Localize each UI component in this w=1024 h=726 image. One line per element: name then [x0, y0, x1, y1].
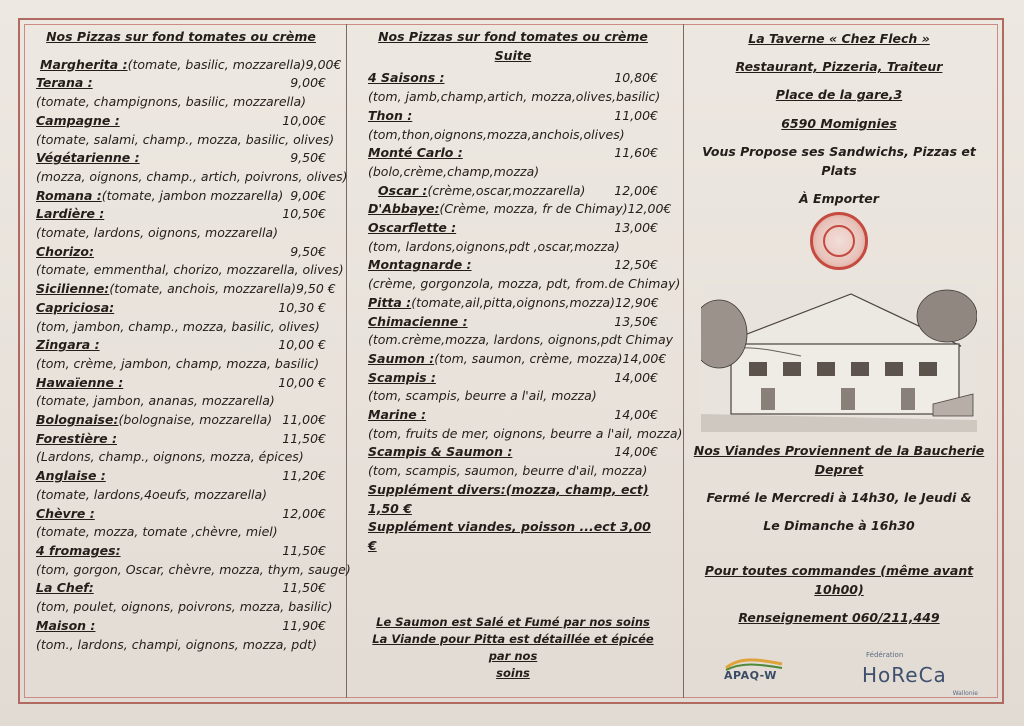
- item-name: 4 Saisons :: [368, 70, 445, 86]
- item-name: Thon :: [368, 107, 413, 123]
- item-price: 11,00€: [614, 107, 658, 123]
- menu-item: [368, 443, 658, 462]
- item-name: 4 fromages:: [36, 542, 121, 558]
- menu-item: [36, 467, 326, 486]
- info-phone: Renseignement 060/211,449: [738, 609, 940, 625]
- item-price: 10,00€: [282, 112, 326, 128]
- item-price: 9,50€: [290, 243, 326, 259]
- item-desc: (tom, crème, jambon, champ, mozza, basilic): [36, 355, 320, 371]
- notes: [368, 614, 658, 682]
- item-price: 13,00€: [614, 220, 658, 236]
- menu-item: [36, 149, 326, 168]
- column-divider-1: [346, 24, 347, 698]
- item-price: 12,00€: [614, 182, 658, 198]
- menu-item: [36, 617, 326, 636]
- item-price: 11,50€: [282, 542, 326, 558]
- item-desc: (tomate, mozza, tomate ,chèvre, miel): [36, 524, 278, 540]
- item-name: Bolognaise:: [36, 412, 119, 428]
- item-desc: (crème, gorgonzola, mozza, pdt, from.de Chimay): [368, 276, 681, 292]
- item-name: Lardière :: [36, 206, 105, 222]
- item-price: 12,00€: [627, 201, 672, 217]
- restaurant-address: Place de la gare,3: [775, 87, 903, 103]
- item-desc: (tomate, champignons, basilic, mozzarella): [36, 94, 306, 110]
- item-name: Oscar :: [378, 182, 428, 198]
- column-heading: Nos Pizzas sur fond tomates ou crème: [378, 29, 648, 44]
- item-name: Végétarienne :: [36, 150, 140, 166]
- item-price: 11,00€: [282, 412, 326, 428]
- menu-item: [36, 336, 326, 355]
- menu-item: [36, 505, 326, 524]
- offer-text: Vous Propose ses Sandwichs, Pizzas et Plats: [702, 143, 976, 178]
- menu-item: [36, 299, 326, 318]
- item-price: 11,60€: [614, 145, 658, 161]
- item-desc: (tom, scampis, beurre a l'ail, mozza): [368, 388, 597, 404]
- item-price: 14,00€: [614, 407, 658, 423]
- menu-item: [36, 542, 326, 561]
- item-name: Chèvre :: [36, 505, 95, 521]
- horeca-label: HoReCa: [862, 662, 947, 687]
- item-price: 12,50€: [614, 257, 658, 273]
- item-desc: (tom,thon,oignons,mozza,anchois,olives): [368, 126, 625, 142]
- item-price: 9,00€: [290, 75, 326, 91]
- item-desc: (tomate, jambon mozzarella): [101, 187, 284, 203]
- item-desc: (tom, lardons,oignons,pdt ,oscar,mozza): [368, 238, 620, 254]
- item-price: 10,00 €: [278, 374, 326, 390]
- meat-origin: Nos Viandes Proviennent de la Baucherie Depret: [693, 443, 985, 477]
- closing-line-1: Fermé le Mercredi à 14h30, le Jeudi &: [706, 490, 972, 506]
- item-desc: (mozza, oignons, champ., artich, poivrons, olives): [36, 168, 348, 184]
- item-desc: (tomate, lardons,4oeufs, mozzarella): [36, 486, 268, 502]
- item-desc: (tom.crème,mozza, lardons, oignons,pdt Chimay: [368, 332, 674, 348]
- item-desc: (tomate, basilic, mozzarella): [127, 56, 306, 72]
- note-line: soins: [496, 666, 530, 680]
- item-price: 12,90€: [614, 294, 659, 310]
- item-desc: (tom, saumon, crème, mozza): [434, 350, 623, 366]
- item-name: Scampis & Saumon :: [368, 444, 513, 460]
- item-name: Romana :: [36, 187, 102, 203]
- item-name: Chorizo:: [36, 243, 94, 259]
- menu-item: [368, 200, 672, 219]
- item-desc: (tom., lardons, champi, oignons, mozza, pdt): [36, 636, 317, 652]
- item-desc: (Lardons, champ., oignons, mozza, épices): [36, 449, 304, 465]
- menu-item: [368, 182, 658, 201]
- item-price: 9,00€: [305, 56, 342, 72]
- sponsor-logos: [686, 644, 992, 697]
- item-desc: (tomate, emmenthal, chorizo, mozzarella, olives): [36, 262, 344, 278]
- item-desc: (Crème, mozza, fr de Chimay): [439, 201, 628, 217]
- item-desc: (crème,oscar,mozzarella): [427, 182, 586, 198]
- item-name: Hawaïenne :: [36, 374, 124, 390]
- item-name: Marine :: [368, 407, 427, 423]
- item-name: Monté Carlo :: [368, 145, 463, 161]
- pizza-column-1: [36, 24, 351, 654]
- item-name: Scampis :: [368, 369, 436, 385]
- item-name: Forestière :: [36, 430, 117, 446]
- menu-item: [36, 579, 326, 598]
- item-name: Capriciosa:: [36, 299, 115, 315]
- item-desc: (tom, gorgon, Oscar, chèvre, mozza, thym, sauge): [36, 561, 351, 577]
- item-name: Zingara :: [36, 337, 100, 353]
- supplement-line: Supplément viandes, poisson ...ect 3,00 €: [368, 519, 651, 553]
- item-price: 13,50€: [614, 313, 658, 329]
- menu-item: [368, 294, 658, 313]
- item-desc: (tom, jambon, champ., mozza, basilic, olives): [36, 318, 320, 334]
- item-price: 11,90€: [282, 617, 326, 633]
- item-name: Montagnarde :: [368, 257, 472, 273]
- item-name: Sicilienne:: [36, 281, 110, 297]
- item-desc: (tomate,ail,pitta,oignons,mozza): [411, 294, 615, 310]
- item-name: Margherita :: [40, 56, 128, 72]
- item-desc: (tomate, jambon, ananas, mozzarella): [36, 393, 275, 409]
- apaq-logo: [720, 644, 788, 688]
- item-desc: (tomate, salami, champ., mozza, basilic, olives): [36, 131, 335, 147]
- building-sketch: [701, 284, 977, 432]
- supplement-line: Supplément divers:(mozza, champ, ect) 1,50 €: [368, 481, 649, 516]
- menu-item: [36, 112, 326, 131]
- menu-item: [368, 69, 658, 88]
- orders-text: Pour toutes commandes (même avant 10h00): [704, 562, 974, 597]
- menu-item: [36, 74, 326, 93]
- menu-item: [36, 280, 336, 299]
- menu-item: [36, 243, 326, 262]
- item-price: 14,00€: [622, 350, 667, 366]
- item-desc: (bolognaise, mozzarella): [118, 412, 273, 428]
- item-price: 9,50€: [290, 150, 326, 166]
- item-desc: (bolo,crème,champ,mozza): [368, 163, 540, 179]
- item-desc: (tom, fruits de mer, oignons, beurre a l'ail, mozza): [368, 425, 683, 441]
- item-desc: (tom, scampis, saumon, beurre d'ail, mozza): [368, 463, 648, 479]
- menu-item: [368, 313, 658, 332]
- item-name: Campagne :: [36, 112, 120, 128]
- note-line: La Viande pour Pitta est détaillée et épicée par nos: [372, 632, 654, 663]
- menu-item: [36, 430, 326, 449]
- horeca-small-label: Fédération: [866, 651, 904, 659]
- item-desc: (tomate, lardons, oignons, mozzarella): [36, 225, 278, 241]
- column-heading: Nos Pizzas sur fond tomates ou crème: [46, 29, 316, 44]
- closing-line-2: Le Dimanche à 16h30: [763, 518, 915, 534]
- item-price: 11,50€: [282, 430, 326, 446]
- column-subheading: Suite: [494, 47, 532, 63]
- restaurant-name: La Taverne « Chez Flech »: [748, 31, 930, 46]
- menu-item: [36, 187, 326, 206]
- menu-item: [368, 350, 667, 369]
- item-desc: (tom, poulet, oignons, poivrons, mozza, basilic): [36, 599, 333, 615]
- pizza-column-2: [368, 24, 683, 680]
- item-price: 11,50€: [282, 580, 326, 596]
- item-desc: (tomate, anchois, mozzarella): [109, 281, 296, 297]
- restaurant-city: 6590 Momignies: [781, 115, 897, 131]
- item-price: 10,30 €: [278, 299, 326, 315]
- item-name: D'Abbaye:: [368, 201, 440, 217]
- column-divider-2: [683, 24, 684, 698]
- info-column: [686, 24, 992, 697]
- horeca-logo: [862, 646, 982, 697]
- item-name: La Chef:: [36, 580, 94, 596]
- restaurant-type: Restaurant, Pizzeria, Traiteur: [735, 59, 943, 75]
- item-price: 10,50€: [282, 206, 326, 222]
- item-name: Terana :: [36, 75, 93, 91]
- item-desc: (tom, jamb,champ,artich, mozza,olives,basilic): [368, 89, 661, 105]
- takeaway-text: À Emporter: [799, 190, 879, 206]
- menu-item: [368, 107, 658, 126]
- apaq-label: APAQ-W: [724, 669, 777, 683]
- item-name: Saumon :: [368, 350, 435, 366]
- menu-item: [368, 369, 658, 388]
- menu-item: [368, 406, 658, 425]
- menu-item: [368, 256, 658, 275]
- menu-item: [368, 144, 658, 163]
- item-price: 14,00€: [614, 369, 658, 385]
- item-name: Maison :: [36, 617, 96, 633]
- stamp-logo: [810, 212, 868, 270]
- item-name: Pitta :: [368, 294, 412, 310]
- menu-item: [36, 374, 326, 393]
- menu-item: [36, 56, 342, 75]
- item-name: Anglaise :: [36, 468, 106, 484]
- item-price: 11,20€: [282, 468, 326, 484]
- item-price: 14,00€: [614, 444, 658, 460]
- item-price: 12,00€: [282, 505, 326, 521]
- item-price: 9,00€: [290, 187, 326, 203]
- item-price: 10,00 €: [278, 337, 326, 353]
- menu-item: [368, 219, 658, 238]
- item-name: Chimacienne :: [368, 313, 468, 329]
- horeca-sub-label: Wallonie: [952, 689, 978, 697]
- item-name: Oscarflette :: [368, 220, 457, 236]
- item-price: 9,50 €: [296, 281, 336, 297]
- menu-item: [36, 411, 326, 430]
- item-price: 10,80€: [614, 70, 658, 86]
- menu-item: [36, 205, 326, 224]
- note-line: Le Saumon est Salé et Fumé par nos soins: [376, 615, 650, 629]
